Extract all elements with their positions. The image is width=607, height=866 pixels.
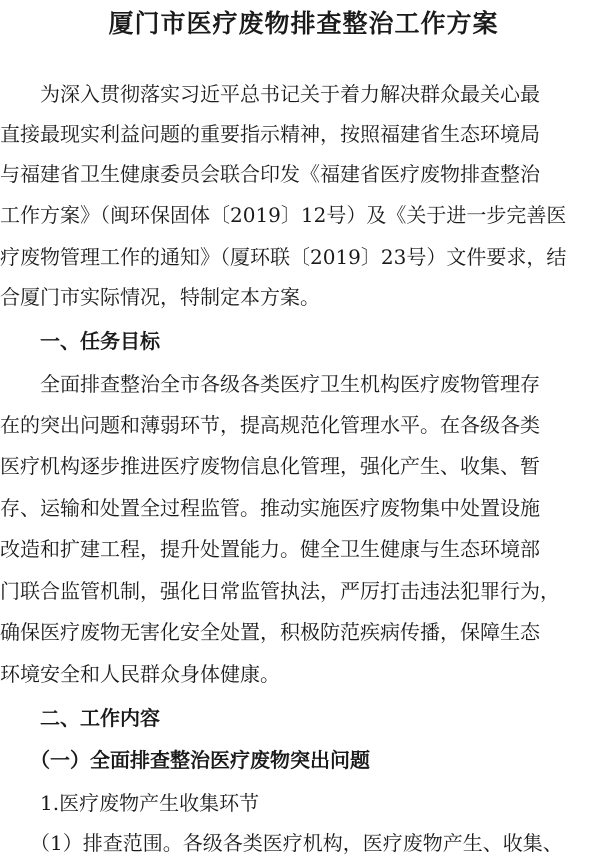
paragraph-line: 在的突出问题和薄弱环节，提高规范化管理水平。在各级各类 xyxy=(0,413,540,437)
paragraph-line: 医疗机构逐步推进医疗废物信息化管理，强化产生、收集、暂 xyxy=(0,454,540,478)
paragraph-line: 疗废物管理工作的通知》（厦环联〔2019〕23号）文件要求，结 xyxy=(0,245,567,269)
paragraph-line: 与福建省卫生健康委员会联合印发《福建省医疗废物排查整治 xyxy=(0,162,540,186)
paragraph-line: 全面排查整治全市各级各类医疗卫生机构医疗废物管理存 xyxy=(0,372,540,396)
subsection-heading: （一）全面排查整治医疗废物突出问题 xyxy=(0,748,370,772)
section-heading-2: 二、工作内容 xyxy=(0,706,160,730)
paragraph-line: 改造和扩建工程，提升处置能力。健全卫生健康与生态环境部 xyxy=(0,537,540,561)
paragraph-line: 存、运输和处置全过程监管。推动实施医疗废物集中处置设施 xyxy=(0,496,540,520)
paragraph-line: 工作方案》（闽环保固体〔2019〕12号）及《关于进一步完善医 xyxy=(0,203,567,227)
paragraph-line: （1）排查范围。各级各类医疗机构，医疗废物产生、收集、 xyxy=(0,831,563,855)
paragraph-line: 为深入贯彻落实习近平总书记关于着力解决群众最关心最 xyxy=(0,82,540,106)
document-title: 厦门市医疗废物排查整治工作方案 xyxy=(108,9,499,38)
paragraph-line: 环境安全和人民群众身体健康。 xyxy=(0,662,280,686)
paragraph-line: 确保医疗废物无害化安全处置，积极防范疾病传播，保障生态 xyxy=(0,620,540,644)
paragraph-line: 门联合监管机制，强化日常监管执法，严厉打击违法犯罪行为， xyxy=(0,579,560,603)
paragraph-line: 合厦门市实际情况，特制定本方案。 xyxy=(0,285,320,309)
section-heading-1: 一、任务目标 xyxy=(0,329,160,353)
paragraph-line: 直接最现实利益问题的重要指示精神，按照福建省生态环境局 xyxy=(0,122,540,146)
item-heading: 1.医疗废物产生收集环节 xyxy=(0,791,260,815)
